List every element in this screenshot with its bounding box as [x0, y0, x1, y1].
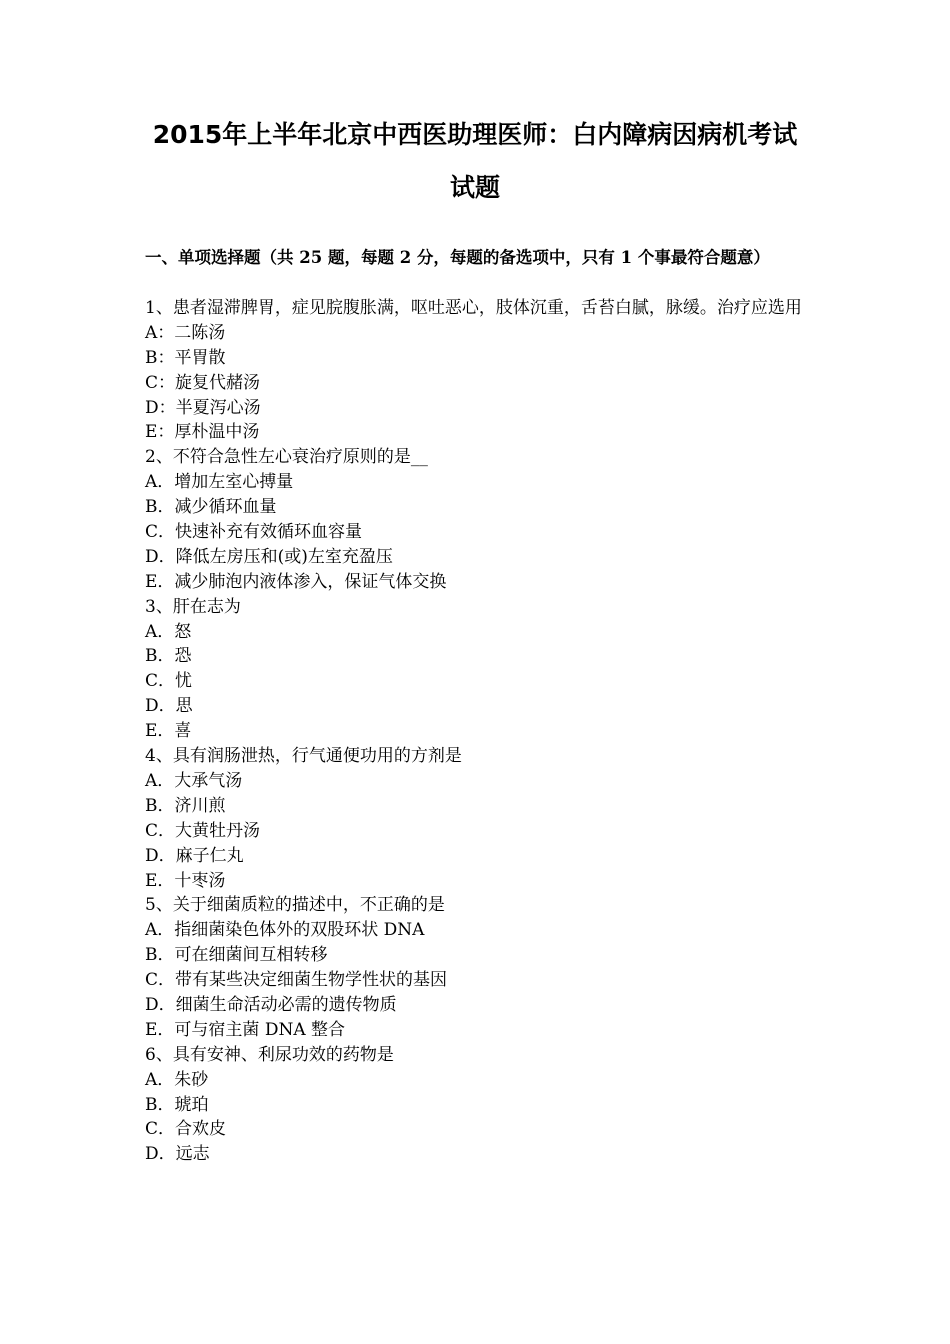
- option-3b: B．恐: [145, 646, 192, 667]
- option-5c: C．带有某些决定细菌生物学性状的基因: [145, 970, 448, 991]
- option-4c: C．大黄牡丹汤: [145, 820, 261, 841]
- option-3e: E．喜: [145, 721, 192, 742]
- option-6a: A．朱砂: [145, 1069, 209, 1090]
- question-1: 1、患者湿滞脾胃，症见脘腹胀满，呕吐恶心，肢体沉重，舌苔白腻，脉缓。治疗应选用: [145, 298, 802, 318]
- option-5d: D．细菌生命活动必需的遗传物质: [145, 994, 397, 1015]
- option-1e: E：厚朴温中汤: [145, 422, 260, 443]
- option-2b: B．减少循环血量: [145, 497, 277, 518]
- option-3a: A．怒: [145, 621, 192, 642]
- option-1b: B：平胃散: [145, 347, 226, 368]
- option-4e: E．十枣汤: [145, 870, 226, 891]
- question-2: 2、不符合急性左心衰治疗原则的是__: [145, 447, 428, 468]
- option-1a: A：二陈汤: [145, 322, 226, 343]
- option-1d: D：半夏泻心汤: [145, 397, 261, 418]
- option-6b: B．琥珀: [145, 1094, 209, 1115]
- question-3: 3、肝在志为: [145, 596, 241, 617]
- option-4a: A．大承气汤: [145, 770, 243, 791]
- option-4d: D．麻子仁丸: [145, 845, 244, 866]
- option-5b: B．可在细菌间互相转移: [145, 945, 328, 966]
- question-list: [145, 296, 810, 1167]
- option-5a: A．指细菌染色体外的双股环状 DNA: [145, 920, 425, 941]
- option-1c: C：旋复代赭汤: [145, 372, 261, 393]
- option-3d: D．思: [145, 696, 193, 717]
- option-4b: B．济川煎: [145, 795, 226, 816]
- option-3c: C．忧: [145, 671, 193, 692]
- question-6: 6、具有安神、利尿功效的药物是: [145, 1044, 394, 1065]
- question-4: 4、具有润肠泄热，行气通便功用的方剂是: [145, 746, 462, 767]
- option-6c: C．合欢皮: [145, 1119, 227, 1140]
- section-heading: 一、单项选择题（共 25 题，每题 2 分，每题的备选项中，只有 1 个事最符合题意）: [145, 248, 770, 267]
- option-2a: A．增加左室心搏量: [145, 472, 294, 493]
- document-title-line-2: 试题: [449, 173, 500, 202]
- option-6d: D．远志: [145, 1144, 210, 1165]
- option-2d: D．降低左房压和(或)左室充盈压: [145, 546, 393, 567]
- option-2e: E．减少肺泡内液体渗入，保证气体交换: [145, 571, 447, 592]
- option-5e: E．可与宿主菌 DNA 整合: [145, 1019, 345, 1040]
- option-2c: C．快速补充有效循环血容量: [145, 522, 363, 543]
- document-title-line-1: 2015年上半年北京中西医助理医师：白内障病因病机考试: [152, 120, 798, 149]
- question-5: 5、关于细菌质粒的描述中，不正确的是: [145, 895, 445, 916]
